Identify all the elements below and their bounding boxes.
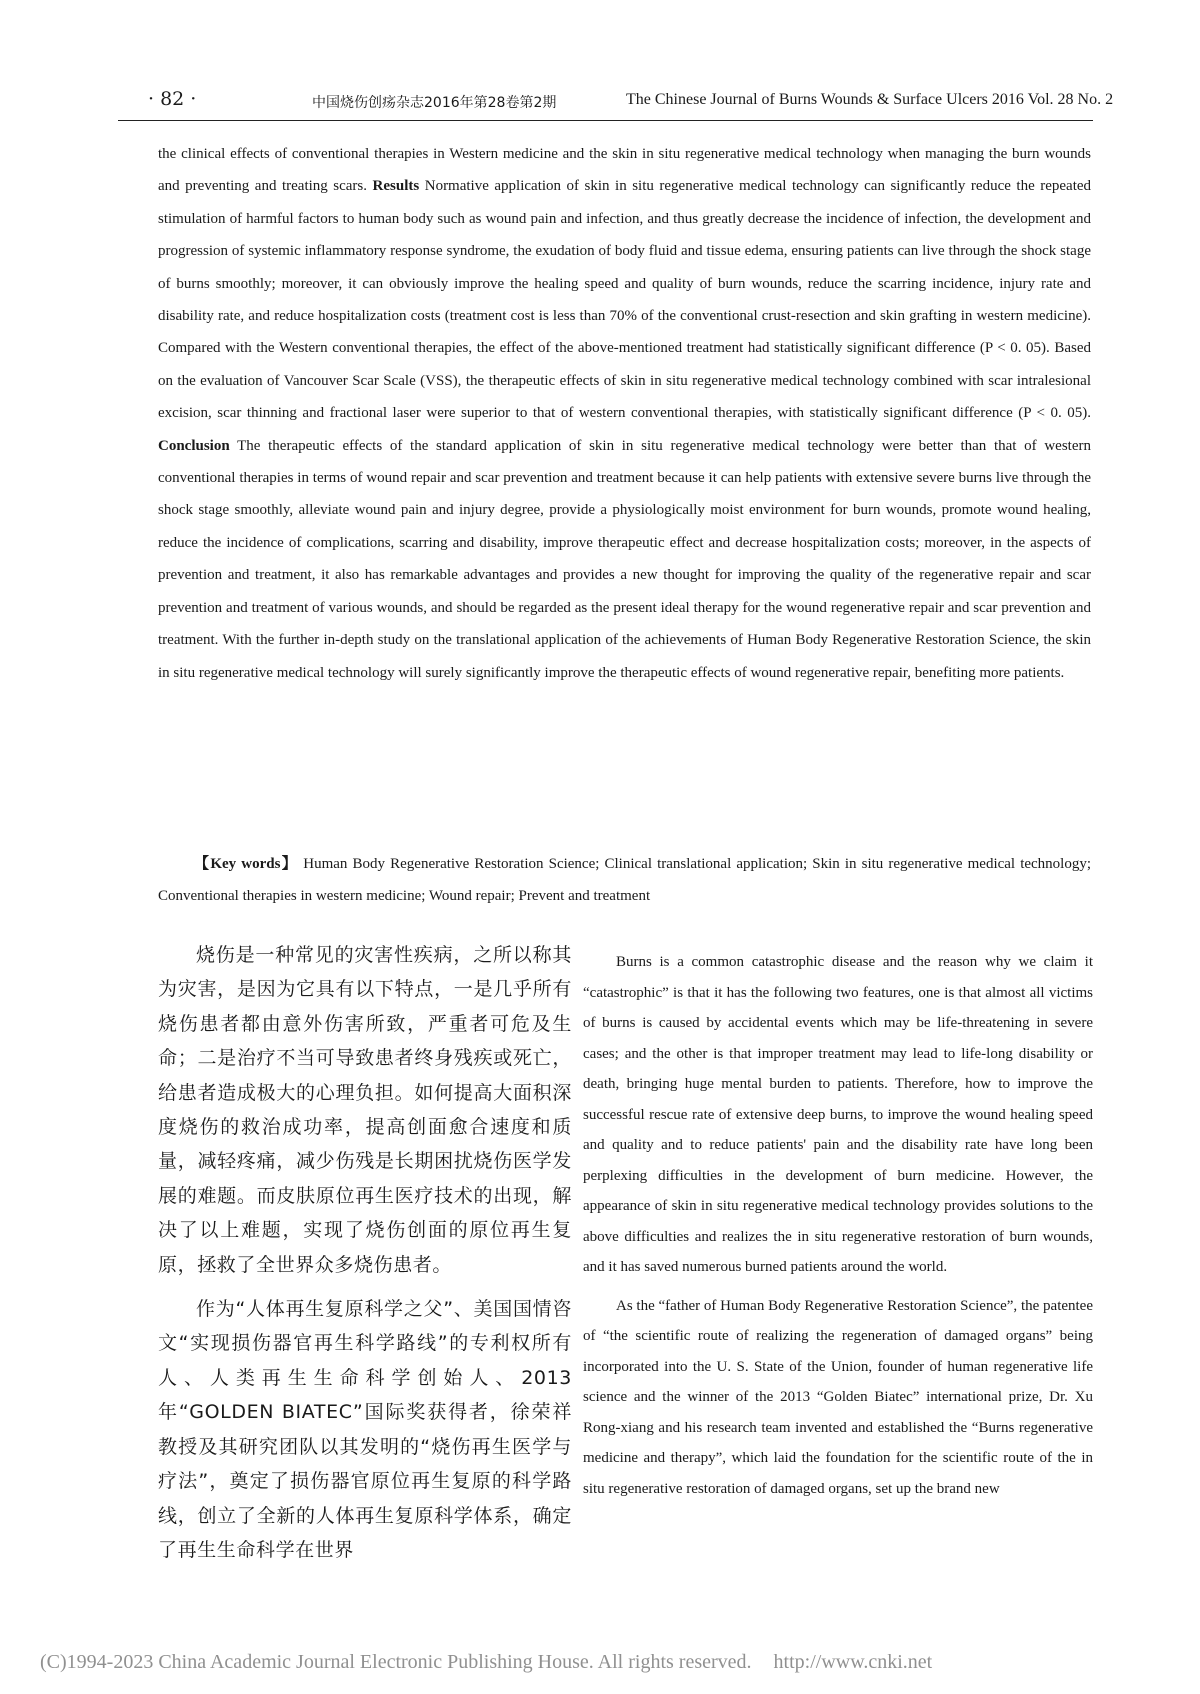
results-label: Results (372, 178, 420, 195)
conclusion-label: Conclusion (158, 437, 230, 454)
en-paragraph-1: Burns is a common catastrophic disease and the reason why we claim it “catastrophic” is that it has the following two features, one is that almost all victims of burns is caused by accidental events which may be life-threatening in severe cases; and the other is that improper treatment may lead to life-long disability or death, bringing huge mental burden to patients. Therefore, how to improve the successful rescue rate of extensive deep burns, to improve the wound healing speed and quality and to reduce patients' pain and the disability rate have long been perplexing difficulties in the development of burn medicine. However, the appearance of skin in situ regenerative medical technology provides solutions to the above difficulties and realizes the in situ regenerative restoration of burn wounds, and it has saved numerous burned patients around the world. (583, 954, 1093, 1275)
chinese-column (158, 938, 572, 1567)
conclusion-text: The therapeutic effects of the standard application of skin in situ regenerative medical technology were better than that of western conventional therapies in terms of wound repair and scar prevention and treatment because it can help patients with extensive severe burns live through the shock stage smoothly, alleviate wound pain and injury degree, provide a physiologically moist environment for burn wounds, promote wound healing, reduce the incidence of complications, scarring and disability, improve therapeutic effect and decrease hospitalization costs; moreover, in the aspects of prevention and treatment, it also has remarkable advantages and provides a new thought for improving the quality of the regenerative repair and scar prevention and treatment of various wounds, and should be regarded as the present ideal therapy for the wound regenerative repair and scar prevention and treatment. With the further in-depth study on the translational application of the achievements of Human Body Regenerative Restoration Science, the skin in situ regenerative medical technology will surely significantly improve the therapeutic effects of wound regenerative repair, benefiting more patients. (158, 437, 1091, 681)
cn-paragraph-2: 作为“人体再生复原科学之父”、美国国情咨文“实现损伤器官再生科学路线”的专利权所有人、人类再生生命科学创始人、2013年“GOLDEN BIATEC”国际奖获得者，徐荣祥教授及其研究团队以其发明的“烧伤再生医学与疗法”，奠定了损伤器官原位再生复原的科学路线，创立了全新的人体再生复原科学体系，确定了再生生命科学在世界 (158, 1298, 572, 1561)
journal-title-cn: 中国烧伤创疡杂志2016年第28卷第2期 (312, 95, 557, 111)
english-abstract (158, 138, 1091, 689)
copyright-text: (C)1994-2023 China Academic Journal Electronic Publishing House. All rights reserved. (40, 1651, 752, 1673)
en-paragraph-2: As the “father of Human Body Regenerative Restoration Science”, the patentee of “the scientific route of realizing the regeneration of damaged organs” being incorporated into the U. S. State of the Union, founder of human regenerative life science and the winner of the 2013 “Golden Biatec” international prize, Dr. Xu Rong-xiang and his research team invented and established the “Burns regenerative medicine and therapy”, which laid the foundation for the scientific route of the in situ regenerative restoration of damaged organs, set up the brand new (583, 1297, 1093, 1497)
abstract-paragraph (158, 138, 1091, 689)
running-header (118, 84, 1114, 121)
copyright-footer (40, 1651, 1140, 1674)
page-number: · 82 · (148, 88, 197, 110)
cn-paragraph-1: 烧伤是一种常见的灾害性疾病，之所以称其为灾害，是因为它具有以下特点，一是几乎所有烧伤患者都由意外伤害所致，严重者可危及生命；二是治疗不当可导致患者终身残疾或死亡，给患者造成极大的心理负担。如何提高大面积深度烧伤的救治成功率，提高创面愈合速度和质量，减轻疼痛，减少伤残是长期困扰烧伤医学发展的难题。而皮肤原位再生医疗技术的出现，解决了以上难题，实现了烧伤创面的原位再生复原，拯救了全世界众多烧伤患者。 (158, 944, 572, 1276)
abstract-methods-tail: the clinical effects of conventional therapies in Western medicine and the skin in situ regenerative medical technology when managing the burn wounds and preventing and treating scars. (158, 146, 1091, 195)
key-words-text: Human Body Regenerative Restoration Science; Clinical translational application; Skin in situ regenerative medical technology; Conventional therapies in western medicine; Wound repair; Prevent and treatment (158, 856, 1092, 904)
cnki-link[interactable]: http://www.cnki.net (773, 1651, 933, 1673)
key-words-label: 【Key words】 (194, 856, 299, 872)
key-words (158, 848, 1091, 912)
english-column (583, 947, 1093, 1504)
results-text: Normative application of skin in situ regenerative medical technology can significantly reduce the repeated stimulation of harmful factors to human body such as wound pain and infection, and thus greatly decrease the incidence of infection, the development and progression of systemic inflammatory response syndrome, the exudation of body fluid and tissue edema, ensuring patients can live through the shock stage of burns smoothly; moreover, it can obviously improve the healing speed and quality of burn wounds, reduce the scarring incidence, injury rate and disability rate, and reduce hospitalization costs (treatment cost is less than 70% of the conventional crust-resection and skin grafting in western medicine). Compared with the Western conventional therapies, the effect of the above-mentioned treatment had statistically significant difference (P < 0. 05). Based on the evaluation of Vancouver Scar Scale (VSS), the therapeutic effects of skin in situ regenerative medical technology combined with scar intralesional excision, scar thinning and fractional laser were superior to that of western conventional therapies, with statistically significant difference (P < 0. 05). (158, 178, 1092, 422)
journal-title-en: The Chinese Journal of Burns Wounds & Surface Ulcers 2016 Vol. 28 No. 2 (626, 91, 1114, 108)
